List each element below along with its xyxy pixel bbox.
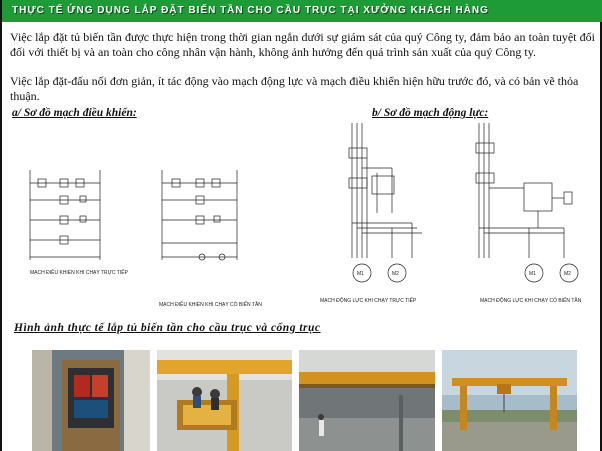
control-diagram-direct: [20, 165, 110, 275]
inverter-cabinet-photo: [32, 350, 150, 451]
control-direct-caption: MẠCH ĐIỀU KHIỂN KHI CHẠY TRỰC TIẾP: [30, 270, 128, 276]
page-header: THỰC TẾ ỨNG DỤNG LẮP ĐẶT BIẾN TẦN CHO CẦU TRỤC TẠI XƯỞNG KHÁCH HÀNG: [2, 0, 602, 22]
power-diagram-inverter: [464, 118, 584, 293]
gantry-crane-yard-photo: [442, 350, 577, 451]
power-diagram-heading: b/ Sơ đồ mạch động lực:: [372, 107, 489, 119]
overhead-crane-workshop-photo: [299, 350, 435, 451]
power-direct-motor2-label: M2: [392, 271, 399, 277]
power-direct-caption: MẠCH ĐỘNG LỰC KHI CHẠY TRỰC TIẾP: [320, 298, 417, 304]
power-inverter-motor2-label: M2: [564, 271, 571, 277]
power-diagram-direct: [337, 118, 437, 293]
power-inverter-motor1-label: M1: [529, 271, 536, 277]
power-inverter-caption: MẠCH ĐỘNG LỰC KHI CHẠY CÓ BIẾN TẦN: [480, 298, 582, 304]
power-direct-motor1-label: M1: [357, 271, 364, 277]
crane-installation-photo: [157, 350, 292, 451]
control-diagram-heading: a/ Sơ đồ mạch điều khiển:: [12, 107, 137, 119]
control-diagram-inverter: [152, 165, 252, 275]
intro-paragraph-1: Việc lắp đặt tủ biến tần được thực hiện trong thời gian ngắn dưới sự giám sát của quý Công ty, đảm bảo an toàn tuyệt đối đối với thiết bị và an toàn cho công nhân vận hành, không ảnh hưởng đến quá trình sản xuất của quý Công ty.: [10, 30, 595, 59]
intro-paragraph-2: Việc lắp đặt-đấu nối đơn giản, ít tác động vào mạch động lực và mạch điều khiển hiện hữu trước đó, và có bản vẽ thỏa thuận.: [10, 74, 579, 103]
photos-heading: Hình ảnh thực tế lắp tủ biến tần cho cầu trục và cổng trục: [14, 322, 321, 334]
control-inverter-caption: MẠCH ĐIỀU KHIỂN KHI CHẠY CÓ BIẾN TẦN: [159, 302, 262, 308]
